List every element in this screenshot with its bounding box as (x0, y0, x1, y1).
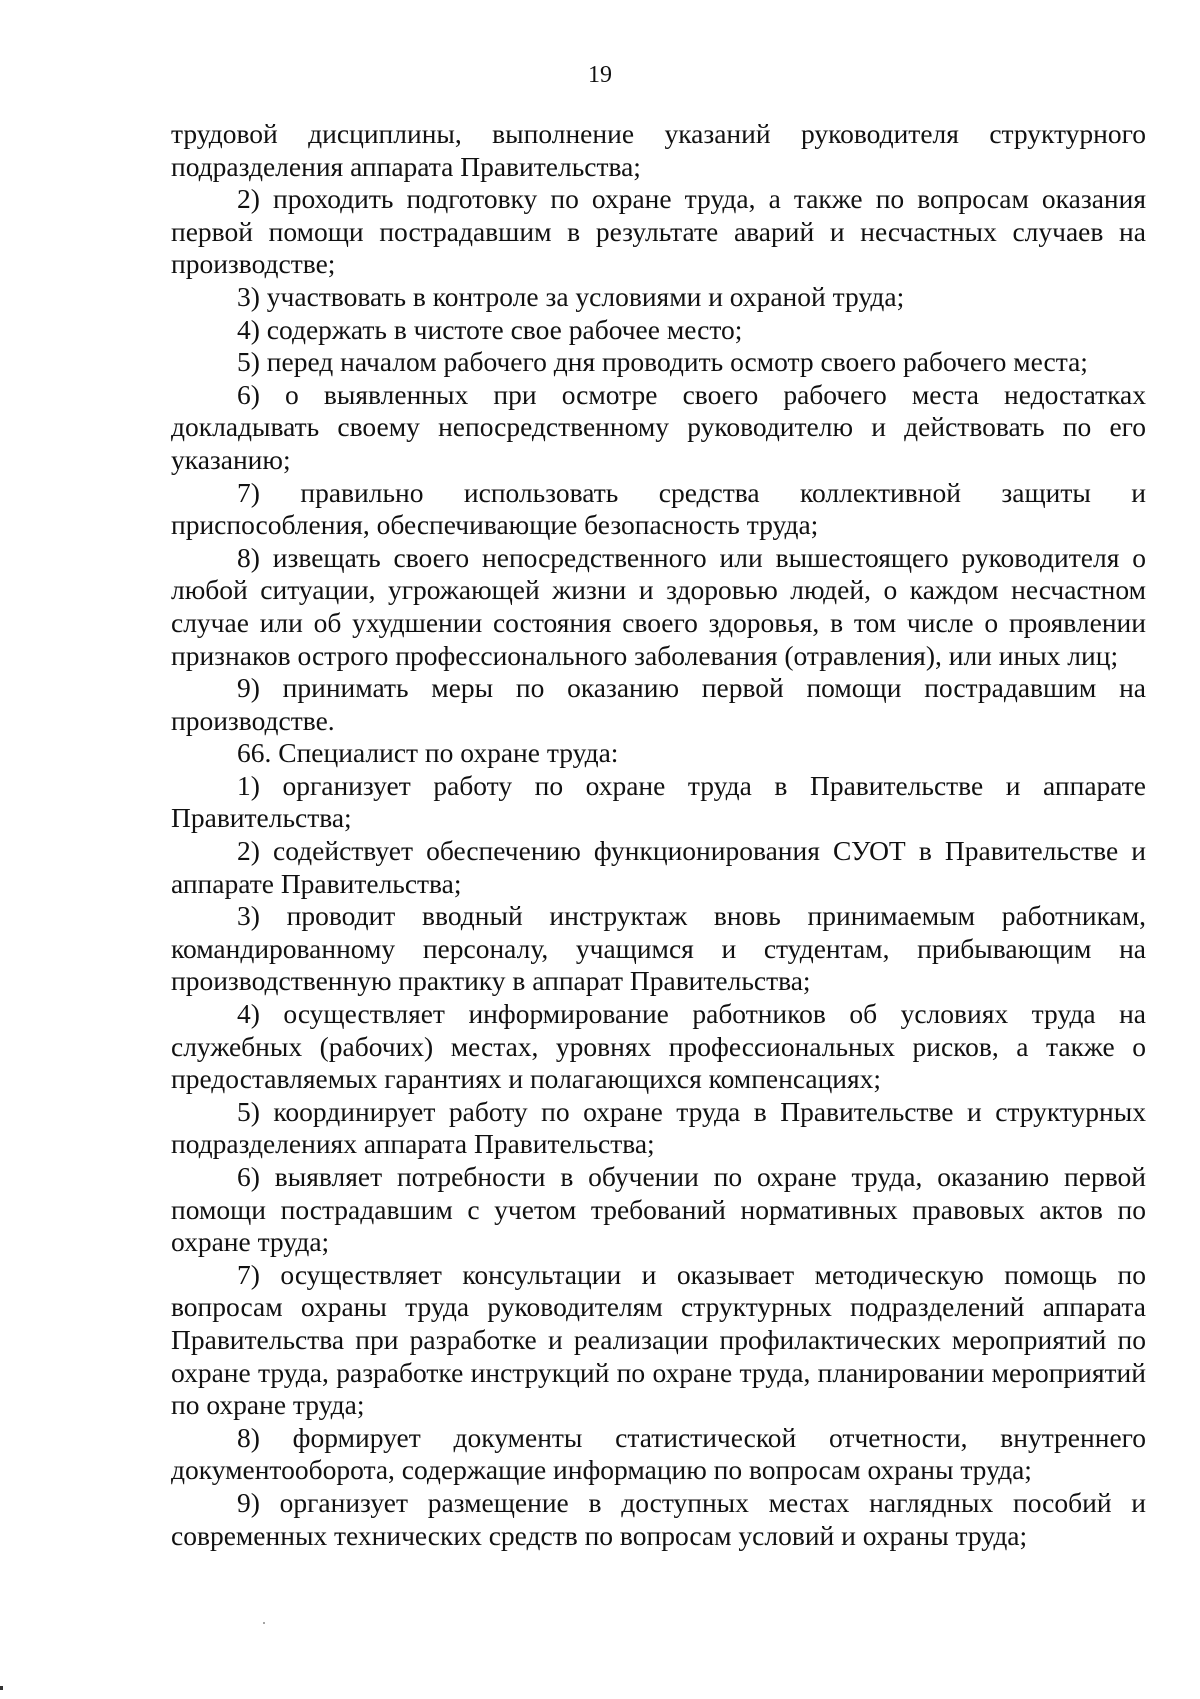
list-item-6: 6) о выявленных при осмотре своего рабочего места недостатках докладывать своему непосредственному руководителю и действовать по его указанию; (171, 378, 1146, 475)
list-item-9: 9) принимать меры по оказанию первой помощи пострадавшим на производстве. (171, 672, 1146, 736)
duty-item-4: 4) осуществляет информирование работников об условиях труда на служебных (рабочих) местах, уровнях профессиональных рисков, а также о предоставляемых гарантиях и полагающихся компенсациях; (171, 998, 1146, 1095)
list-item-3: 3) участвовать в контроле за условиями и охраной труда; (237, 280, 905, 312)
list-item-4: 4) содержать в чистоте свое рабочее место; (237, 313, 743, 345)
scan-edge-mark (0, 1686, 3, 1690)
duty-item-7: 7) осуществляет консультации и оказывает методическую помощь по вопросам охраны труда руководителям структурных подразделений аппарата Правительства при разработке и реализации профилактических мероприятий по охране труда, разработке инструкций по охране труда, планировании мероприятий по охране труда; (171, 1258, 1146, 1421)
duty-item-6: 6) выявляет потребности в обучении по охране труда, оказанию первой помощи пострадавшим с учетом требований нормативных правовых актов по охране труда; (171, 1161, 1146, 1258)
list-item-7: 7) правильно использовать средства коллективной защиты и приспособления, обеспечивающие безопасность труда; (171, 476, 1146, 541)
list-item-8: 8) извещать своего непосредственного или вышестоящего руководителя о любой ситуации, угрожающей жизни и здоровью людей, о каждом несчастном случае или об ухудшении состояния своего здоровья, в том числе о проявлении признаков острого профессионального заболевания (отравления), или иных лиц; (171, 541, 1146, 671)
document-body (171, 118, 1146, 1552)
paragraph-continuation: трудовой дисциплины, выполнение указаний руководителя структурного подразделения аппарата Правительства; (171, 118, 1146, 182)
list-item-5: 5) перед началом рабочего дня проводить осмотр своего рабочего места; (237, 346, 1088, 378)
section-heading-66: 66. Специалист по охране труда: (237, 737, 619, 769)
duty-item-2: 2) содействует обеспечению функционирования СУОТ в Правительстве и аппарате Правительства; (171, 835, 1146, 899)
duty-item-9: 9) организует размещение в доступных местах наглядных пособий и современных технических средств по вопросам условий и охраны труда; (171, 1486, 1146, 1551)
list-item-2: 2) проходить подготовку по охране труда, а также по вопросам оказания первой помощи пострадавшим в результате аварий и несчастных случаев на производстве; (171, 183, 1146, 280)
scan-speck (263, 1622, 265, 1624)
duty-item-8: 8) формирует документы статистической отчетности, внутреннего документооборота, содержащие информацию по вопросам охраны труда; (171, 1421, 1146, 1486)
duty-item-1: 1) организует работу по охране труда в Правительстве и аппарате Правительства; (171, 769, 1146, 834)
duty-item-5: 5) координирует работу по охране труда в Правительстве и структурных подразделениях аппарата Правительства; (171, 1095, 1146, 1160)
page-number: 19 (588, 62, 612, 88)
duty-item-3: 3) проводит вводный инструктаж вновь принимаемым работникам, командированному персоналу, учащимся и студентам, прибывающим на производственную практику в аппарат Правительства; (171, 900, 1146, 997)
